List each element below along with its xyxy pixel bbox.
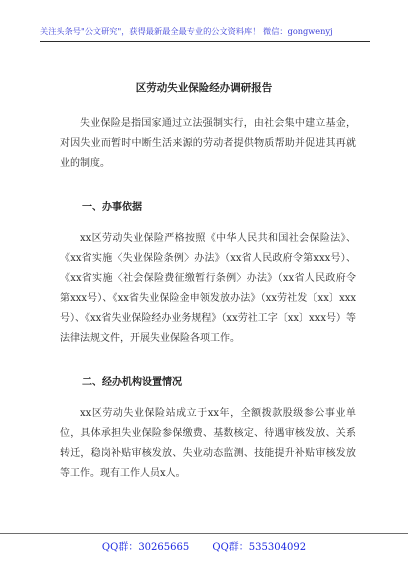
document-title: 区劳动失业保险经办调研报告 — [135, 82, 273, 94]
footer-contacts — [0, 538, 408, 553]
promo-header: 关注头条号"公文研究"，获得最新最全最专业的公文资料库！ 微信：gongwenyj — [40, 26, 370, 42]
qq-group-2: QQ群：535304092 — [212, 542, 307, 553]
section-heading-organization: 二、经办机构设置情况 — [82, 377, 182, 388]
qq-group-1: QQ群：30265665 — [101, 542, 190, 553]
section-body-basis: xx区劳动失业保险严格按照《中华人民共和国社会保险法》、《xx省实施〈失业保险条例〉办法》（xx省人民政府令第xxx号）、《xx省实施〈社会保险费征缴暂行条例〉办法》（xx省人民政府令第xxx号）、《xx省失业保险金申领发放办法》（xx劳社发〔xx〕xxx号）、《xx省失业保险经办业务规程》（xx劳社工字〔xx〕xxx号）等法律法规文件，开展失业保险各项工作。 — [60, 233, 356, 344]
section-heading-basis: 一、办事依据 — [82, 202, 142, 213]
footer-divider — [0, 533, 408, 534]
intro-paragraph: 失业保险是指国家通过立法强制实行，由社会集中建立基金，对因失业而暂时中断生活来源的劳动者提供物质帮助并促进其再就业的制度。 — [60, 118, 356, 169]
section-body-organization: xx区劳动失业保险站成立于xx年，全额拨款股级参公事业单位，具体承担失业保险参保缴费、基数核定、待遇审核发放、关系转迁，稳岗补贴审核发放、失业动态监测、技能提升补贴审核发放等工作。现有工作人员x人。 — [60, 408, 356, 479]
